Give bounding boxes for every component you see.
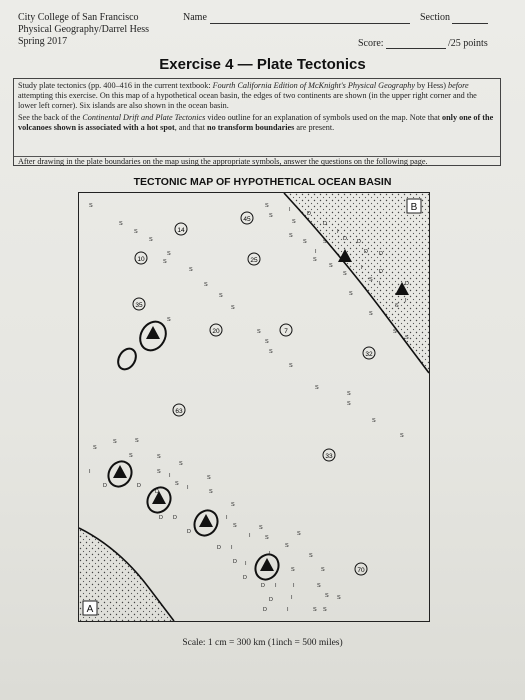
instr-text: video outline for an explanation of symbols used on the map. Note that — [205, 113, 443, 122]
symbol-d: D — [379, 269, 383, 275]
textbook-title: Fourth California Edition of McKnight's Physical Geography — [212, 81, 415, 90]
symbol-s: S — [219, 293, 223, 299]
score-field[interactable] — [386, 48, 446, 49]
points-label: /25 points — [448, 38, 488, 49]
map-title: TECTONIC MAP OF HYPOTHETICAL OCEAN BASIN — [133, 176, 392, 188]
islands — [104, 249, 409, 584]
symbol-s: S — [285, 543, 289, 549]
symbol-s: S — [209, 489, 213, 495]
symbol-s: S — [167, 251, 171, 257]
symbol-s: S — [157, 454, 161, 460]
symbol-s: S — [291, 567, 295, 573]
symbol-d: D — [263, 607, 267, 613]
instr-text: attempting this exercise. On this map of a hypothetical ocean basin, the edges of two continents are shown (in the upper right corner and the lower left corner). Six islands are also shown in the ocean basin. — [18, 91, 477, 110]
symbol-s: S — [265, 339, 269, 345]
symbol-i: I — [293, 583, 295, 589]
symbol-s: S — [119, 221, 123, 227]
college-name: City College of San Francisco — [18, 12, 139, 23]
symbol-d: D — [307, 211, 311, 217]
symbol-s: S — [303, 239, 307, 245]
volcano-icon — [146, 326, 160, 339]
symbol-s: S — [157, 469, 161, 475]
symbol-s: S — [343, 271, 347, 277]
instr-text: See the back of the — [18, 113, 83, 122]
symbol-s: S — [317, 583, 321, 589]
symbol-i: I — [291, 595, 293, 601]
symbol-s: S — [323, 607, 327, 613]
age-label-45: 45 — [243, 216, 251, 223]
corner-a-label: A — [86, 604, 94, 615]
symbol-i: I — [249, 533, 251, 539]
symbol-s: S — [207, 475, 211, 481]
tectonic-map[interactable] — [78, 192, 430, 622]
symbol-s: S — [313, 607, 317, 613]
term: Spring 2017 — [18, 36, 68, 47]
symbol-s: S — [269, 349, 273, 355]
symbol-s: S — [89, 203, 93, 209]
symbol-s: S — [347, 401, 351, 407]
symbol-s: S — [179, 461, 183, 467]
age-label-63: 63 — [175, 408, 183, 415]
instr-text: by Hess) — [415, 81, 448, 90]
hotspot-note: only one of the volcanoes shown is associated with a hot spot — [18, 113, 494, 132]
course-header — [18, 12, 149, 48]
symbol-s: S — [265, 535, 269, 541]
instructions-box — [13, 78, 501, 166]
instructions-paragraph-2 — [18, 113, 496, 133]
symbol-s: S — [329, 263, 333, 269]
symbol-d: D — [343, 236, 347, 242]
symbol-s: S — [325, 593, 329, 599]
symbol-s: S — [297, 531, 301, 537]
age-label-70: 70 — [357, 567, 365, 574]
symbol-d: D — [323, 221, 327, 227]
symbol-s: S — [175, 481, 179, 487]
symbol-d: D — [357, 239, 361, 245]
symbol-s: S — [163, 259, 167, 265]
symbol-d: D — [103, 483, 107, 489]
symbol-i: I — [361, 265, 363, 271]
age-label-25: 25 — [250, 257, 258, 264]
symbol-s: S — [289, 363, 293, 369]
symbol-s: S — [369, 311, 373, 317]
age-label-32: 32 — [365, 351, 373, 358]
island-2 — [115, 345, 140, 372]
volcano-icon — [260, 558, 274, 571]
name-field[interactable] — [210, 23, 410, 24]
volcano-icon — [199, 514, 213, 527]
symbol-s: S — [369, 277, 373, 283]
page-title: Exercise 4 — Plate Tectonics — [159, 56, 366, 73]
symbol-i: I — [245, 561, 247, 567]
symbol-s: S — [233, 523, 237, 529]
map-canvas[interactable] — [79, 193, 429, 621]
symbol-s: S — [204, 282, 208, 288]
volcano-icon — [113, 465, 127, 478]
symbol-d: D — [379, 251, 383, 257]
symbol-d: D — [187, 529, 191, 535]
age-label-35: 35 — [135, 302, 143, 309]
score-label: Score: — [358, 38, 384, 49]
symbol-s: S — [231, 502, 235, 508]
instructions-paragraph-1 — [18, 81, 496, 111]
symbol-s: S — [231, 305, 235, 311]
symbol-s: S — [337, 595, 341, 601]
age-label-14: 14 — [177, 227, 185, 234]
symbol-d: D — [233, 559, 237, 565]
symbol-s: S — [167, 317, 171, 323]
symbol-d: D — [243, 575, 247, 581]
symbol-s: S — [257, 329, 261, 335]
symbol-s: S — [129, 453, 133, 459]
symbol-s: S — [292, 219, 296, 225]
video-title: Continental Drift and Plate Tectonics — [82, 113, 206, 122]
symbol-d: D — [159, 515, 163, 521]
symbol-i: I — [277, 567, 279, 573]
instr-text: , and that — [174, 123, 208, 132]
map-symbols — [86, 203, 409, 615]
symbol-i: I — [89, 469, 91, 475]
symbol-s: S — [93, 445, 97, 451]
symbol-s: S — [134, 229, 138, 235]
section-label: Section — [420, 12, 450, 23]
symbol-d: D — [217, 545, 221, 551]
symbol-s: S — [259, 525, 263, 531]
instr-text: Study plate tectonics (pp. 400–416 in the current textbook: — [18, 81, 213, 90]
symbol-i: I — [187, 485, 189, 491]
name-label: Name — [183, 12, 207, 23]
section-field[interactable] — [452, 23, 488, 24]
symbol-s: S — [315, 385, 319, 391]
symbol-d: D — [137, 483, 141, 489]
symbol-i: I — [226, 515, 228, 521]
age-label-20: 20 — [212, 328, 220, 335]
age-label-7: 7 — [284, 328, 288, 335]
symbol-s: S — [347, 391, 351, 397]
symbol-i: I — [287, 607, 289, 613]
symbol-s: S — [323, 239, 327, 245]
emphasis-before: before — [447, 81, 469, 90]
symbol-s: S — [135, 438, 139, 444]
symbol-s: S — [321, 567, 325, 573]
symbol-s: S — [313, 257, 317, 263]
symbol-s: S — [405, 335, 409, 341]
map-scale: Scale: 1 cm = 300 km (1inch = 500 miles) — [182, 638, 343, 648]
symbol-i: I — [269, 551, 271, 557]
age-label-33: 33 — [325, 453, 333, 460]
symbol-i: I — [315, 249, 317, 255]
symbol-s: S — [269, 213, 273, 219]
symbol-d: D — [269, 597, 273, 603]
symbol-s: S — [113, 439, 117, 445]
symbol-i: I — [275, 583, 277, 589]
symbol-i: I — [289, 207, 291, 213]
instructions-paragraph-3: After drawing in the plate boundaries on the map using the appropriate symbols, answer the questions on the following page. — [18, 157, 428, 166]
instr-text: are present. — [294, 123, 335, 132]
symbol-d: D — [364, 249, 368, 255]
symbol-s: S — [393, 329, 397, 335]
symbol-s: S — [309, 553, 313, 559]
corner-b-label: B — [410, 202, 418, 213]
symbol-s: S — [149, 237, 153, 243]
symbol-d: D — [155, 489, 159, 495]
symbol-d: D — [173, 515, 177, 521]
symbol-s: S — [189, 267, 193, 273]
symbol-s: S — [372, 418, 376, 424]
symbol-i: I — [405, 298, 407, 304]
symbol-s: S — [349, 291, 353, 297]
symbol-s: S — [289, 233, 293, 239]
transform-note: no transform boundaries — [207, 123, 295, 132]
age-labels — [133, 212, 375, 575]
symbol-i: I — [337, 229, 339, 235]
symbol-i: I — [379, 281, 381, 287]
symbol-s: S — [265, 203, 269, 209]
symbol-d: D — [261, 583, 265, 589]
symbol-i: I — [231, 545, 233, 551]
symbol-i: I — [169, 473, 171, 479]
symbol-s: S — [395, 303, 399, 309]
age-label-10: 10 — [137, 256, 145, 263]
course-name: Physical Geography/Darrel Hess — [18, 24, 150, 35]
symbol-s: S — [400, 433, 404, 439]
symbol-d: D — [405, 281, 409, 287]
